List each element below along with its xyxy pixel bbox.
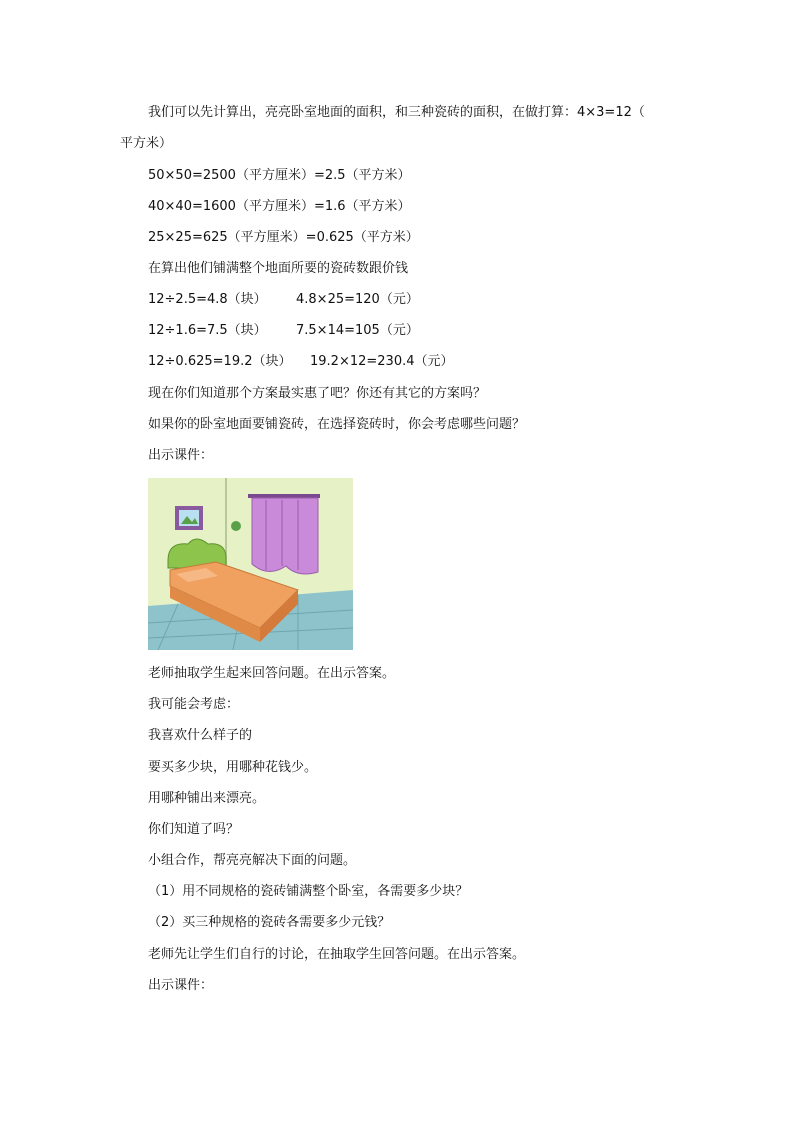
- show-courseware-1: 出示课件：: [148, 448, 214, 463]
- intro-paragraph: 我们可以先计算出，亮亮卧室地面的面积，和三种瓷砖的面积，在做打算：4×3=12（: [148, 105, 645, 120]
- show-courseware-2: 出示课件：: [148, 978, 214, 993]
- intro-paragraph-continued: 平方米）: [120, 136, 173, 151]
- tile-price-3: 19.2×12=230.4（元）: [310, 354, 454, 369]
- task-2: （2）买三种规格的瓷砖各需要多少元钱？: [148, 915, 391, 930]
- after-line-6: 你们知道了吗？: [148, 822, 240, 837]
- after-line-2: 我可能会考虑：: [148, 697, 240, 712]
- tile-count-1: 12÷2.5=4.8（块）: [148, 292, 267, 307]
- after-line-4: 要买多少块，用哪种花钱少。: [148, 760, 318, 775]
- calc-line-2: 40×40=1600（平方厘米）=1.6（平方米）: [148, 199, 411, 214]
- count-intro: 在算出他们铺满整个地面所要的瓷砖数跟价钱: [148, 261, 409, 276]
- after-line-5: 用哪种铺出来漂亮。: [148, 791, 266, 806]
- question-1: 现在你们知道那个方案最实惠了吧？你还有其它的方案吗？: [148, 386, 487, 401]
- after-line-7: 小组合作，帮亮亮解决下面的问题。: [148, 853, 357, 868]
- calc-line-1: 50×50=2500（平方厘米）=2.5（平方米）: [148, 168, 411, 183]
- wall-plant: [231, 521, 241, 531]
- calc-line-3: 25×25=625（平方厘米）=0.625（平方米）: [148, 230, 419, 245]
- after-line-3: 我喜欢什么样子的: [148, 728, 253, 743]
- bedroom-illustration: [148, 478, 353, 650]
- question-2: 如果你的卧室地面要铺瓷砖，在选择瓷砖时，你会考虑哪些问题？: [148, 417, 526, 432]
- tile-price-1: 4.8×25=120（元）: [296, 292, 419, 307]
- after-line-10: 老师先让学生们自行的讨论，在抽取学生回答问题。在出示答案。: [148, 947, 526, 962]
- tile-price-2: 7.5×14=105（元）: [296, 323, 419, 338]
- curtain-rod: [248, 494, 320, 498]
- tile-count-2: 12÷1.6=7.5（块）: [148, 323, 267, 338]
- curtain: [252, 498, 318, 574]
- task-1: （1）用不同规格的瓷砖铺满整个卧室，各需要多少块？: [148, 884, 469, 899]
- tile-count-3: 12÷0.625=19.2（块）: [148, 354, 292, 369]
- after-line-1: 老师抽取学生起来回答问题。在出示答案。: [148, 666, 396, 681]
